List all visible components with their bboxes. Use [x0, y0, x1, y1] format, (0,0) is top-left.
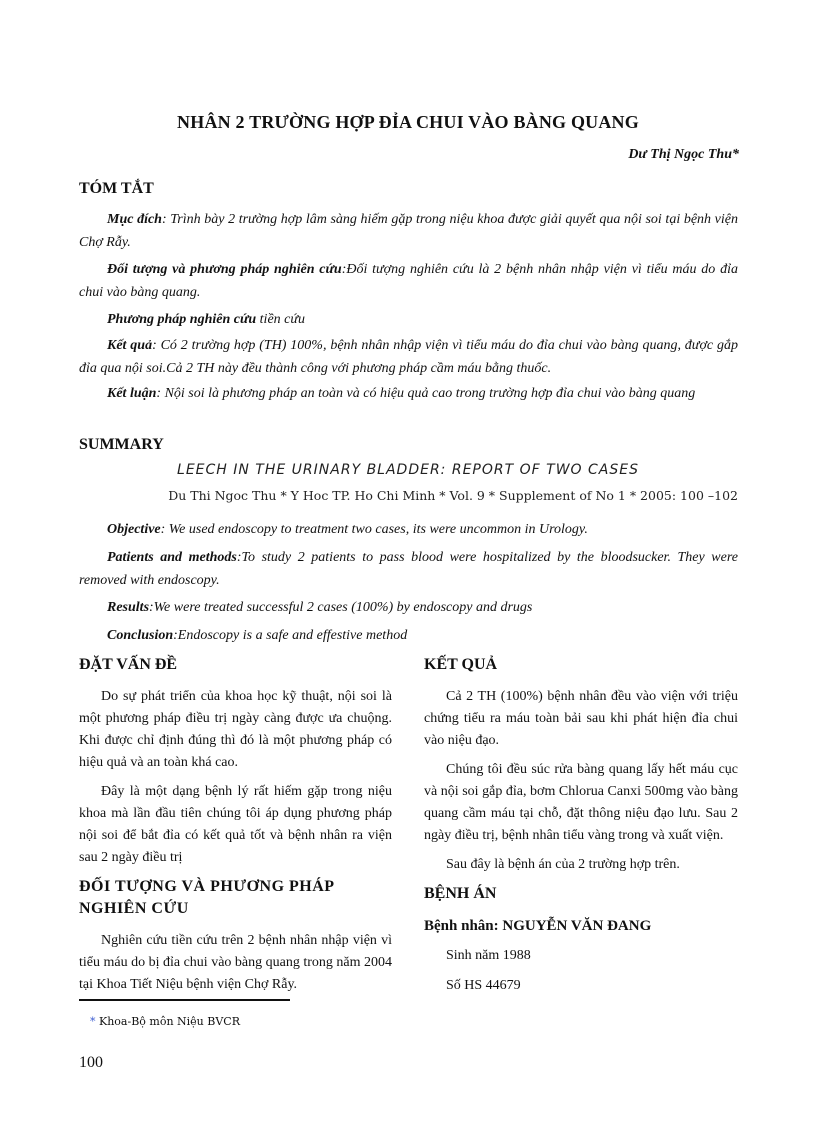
english-title: LEECH IN THE URINARY BLADDER: REPORT OF TWO CASES: [177, 462, 639, 478]
so-hs-line: Số HS 44679: [446, 978, 521, 993]
summary-objective: Objective: We used endoscopy to treatment two cases, its were uncommon in Urology.: [107, 522, 588, 537]
summary-results: Results:We were treated successful 2 cases (100%) by endoscopy and drugs: [107, 600, 533, 615]
kq-paragraph-3: Sau đây là bệnh án của 2 trường hợp trên.: [446, 857, 680, 872]
doi-tuong-paragraph: Nghiên cứu tiền cứu trên 2 bệnh nhân nhập viện vì tiểu máu do bị đỉa chui vào bàng quang trong năm 2004 tại Khoa Tiết Niệu bệnh viện Chợ Rẫy.: [79, 933, 392, 992]
label-patients: Patients and methods: [107, 550, 237, 565]
right-column: [424, 654, 738, 1005]
dvd-paragraph-1: Do sự phát triển của khoa học kỹ thuật, nội soi là một phương pháp điều trị ngày càng được ưa chuộng. Khi được chỉ định đúng thì đó là một phương pháp có hiệu quả và an toàn khá cao.: [79, 689, 392, 770]
label-conclusion: Conclusion: [107, 628, 174, 643]
footnote-text: Khoa-Bộ môn Niệu BVCR: [95, 1015, 240, 1028]
ket-qua-heading: KẾT QUẢ: [424, 656, 498, 673]
tom-tat-heading: TÓM TẮT: [79, 180, 154, 197]
label-ppnc: Phương pháp nghiên cứu: [107, 312, 257, 327]
abstract-ket-qua: Kết quả: Có 2 trường hợp (TH) 100%, bệnh nhân nhập viện vì tiểu máu do đỉa chui vào bàng quang, được gắp đỉa qua nội soi.Cả 2 TH này đều thành công với phương pháp cầm máu bằng thuốc.: [79, 338, 738, 376]
dat-van-de-heading: ĐẶT VẤN ĐỀ: [79, 656, 178, 673]
left-column: [79, 654, 392, 1003]
doi-tuong-heading: ĐỐI TƯỢNG VÀ PHƯƠNG PHÁP NGHIÊN CỨU: [79, 878, 334, 917]
label-doi-tuong: Đối tượng và phương pháp nghiên cứu: [107, 262, 342, 277]
kq-paragraph-2: Chúng tôi đều súc rửa bàng quang lấy hết máu cục và nội soi gắp đỉa, bơm Chlorua Canxi 500mg vào bàng quang cầm máu tại chỗ, đặt thông niệu đạo lưu. Sau 2 ngày điều trị, bệnh nhân tiểu vàng trong và xuất viện.: [424, 762, 738, 843]
summary-heading: SUMMARY: [79, 436, 164, 453]
abstract-ket-luan: Kết luận: Nội soi là phương pháp an toàn và có hiệu quả cao trong trường hợp đỉa chui vào bàng quang: [107, 386, 696, 401]
benh-nhan-line: Bệnh nhân: NGUYỄN VĂN ĐANG: [424, 918, 652, 934]
abstract-doi-tuong: Đối tượng và phương pháp nghiên cứu:Đối tượng nghiên cứu là 2 bệnh nhân nhập viện vì tiểu máu do đỉa chui vào bàng quang.: [79, 262, 738, 300]
abstract-muc-dich: Mục đích: Trình bày 2 trường hợp lâm sàng hiếm gặp trong niệu khoa được giải quyết qua nội soi tại bệnh viện Chợ Rẫy.: [79, 212, 738, 250]
dvd-paragraph-2: Đây là một dạng bệnh lý rất hiếm gặp trong niệu khoa mà lần đầu tiên chúng tôi áp dụng phương pháp nội soi để bắt đỉa có kết quả tốt và bệnh nhân ra viện sau 2 ngày điều trị: [79, 784, 392, 865]
label-objective: Objective: [107, 522, 161, 537]
label-ket-qua: Kết quả: [107, 338, 153, 353]
author-name: Dư Thị Ngọc Thu*: [628, 147, 739, 162]
kq-paragraph-1: Cả 2 TH (100%) bệnh nhân đều vào viện với triệu chứng tiểu ra máu toàn bải sau khi phát hiện đỉa chui vào niệu đạo.: [424, 689, 738, 748]
label-ket-luan: Kết luận: [107, 386, 157, 401]
footnote-divider: [79, 999, 290, 1001]
citation-line: Du Thi Ngoc Thu * Y Hoc TP. Ho Chi Minh * Vol. 9 * Supplement of No 1 * 2005: 100 –102: [168, 488, 738, 503]
summary-conclusion: Conclusion:Endoscopy is a safe and effestive method: [107, 628, 408, 643]
sinh-nam-line: Sinh năm 1988: [446, 948, 531, 963]
footnote: [90, 1015, 240, 1028]
footnote-star: *: [90, 1015, 96, 1028]
benh-an-heading: BỆNH ÁN: [424, 885, 497, 902]
page-number: 100: [79, 1054, 103, 1071]
summary-patients: Patients and methods:To study 2 patients to pass blood were hospitalized by the bloodsucker. They were removed with endoscopy.: [79, 550, 739, 588]
label-muc-dich: Mục đích: [107, 212, 162, 227]
paper-title: NHÂN 2 TRƯỜNG HỢP ĐỈA CHUI VÀO BÀNG QUANG: [177, 112, 639, 132]
abstract-ppnc: Phương pháp nghiên cứu tiền cứu: [107, 312, 306, 327]
label-results: Results: [107, 600, 150, 615]
